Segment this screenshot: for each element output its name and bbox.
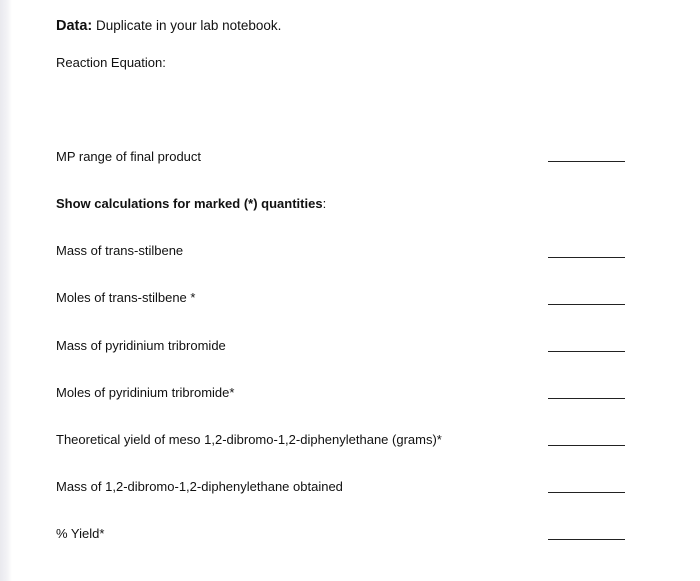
row-label-moles-trans-stilbene: Moles of trans-stilbene * bbox=[56, 290, 196, 305]
row-blank-mass-obtained bbox=[548, 492, 625, 493]
row-blank-mass-pyridinium-tribromide bbox=[548, 351, 625, 352]
calculations-note-text: Show calculations for marked (*) quantities bbox=[56, 196, 323, 211]
data-heading-label: Data: bbox=[56, 18, 93, 34]
reaction-equation-label: Reaction Equation: bbox=[56, 55, 166, 70]
row-label-mass-obtained: Mass of 1,2-dibromo-1,2-diphenylethane obtained bbox=[56, 479, 343, 494]
row-label-moles-pyridinium-tribromide: Moles of pyridinium tribromide* bbox=[56, 385, 235, 400]
row-label-mass-trans-stilbene: Mass of trans-stilbene bbox=[56, 243, 184, 258]
row-blank-moles-pyridinium-tribromide bbox=[548, 398, 625, 399]
row-label-mass-pyridinium-tribromide: Mass of pyridinium tribromide bbox=[56, 338, 226, 353]
calculations-note-colon: : bbox=[322, 196, 327, 211]
row-blank-percent-yield bbox=[548, 539, 625, 540]
row-label-percent-yield: % Yield* bbox=[56, 526, 105, 541]
mp-range-blank bbox=[548, 161, 625, 162]
data-heading bbox=[56, 18, 281, 34]
data-heading-text: Duplicate in your lab notebook. bbox=[92, 18, 282, 33]
calculations-note bbox=[56, 196, 326, 212]
row-label-theoretical-yield: Theoretical yield of meso 1,2-dibromo-1,2-diphenylethane (grams)* bbox=[56, 432, 442, 447]
row-blank-moles-trans-stilbene bbox=[548, 304, 625, 305]
row-blank-theoretical-yield bbox=[548, 445, 625, 446]
mp-range-label: MP range of final product bbox=[56, 149, 202, 164]
row-blank-mass-trans-stilbene bbox=[548, 257, 625, 258]
